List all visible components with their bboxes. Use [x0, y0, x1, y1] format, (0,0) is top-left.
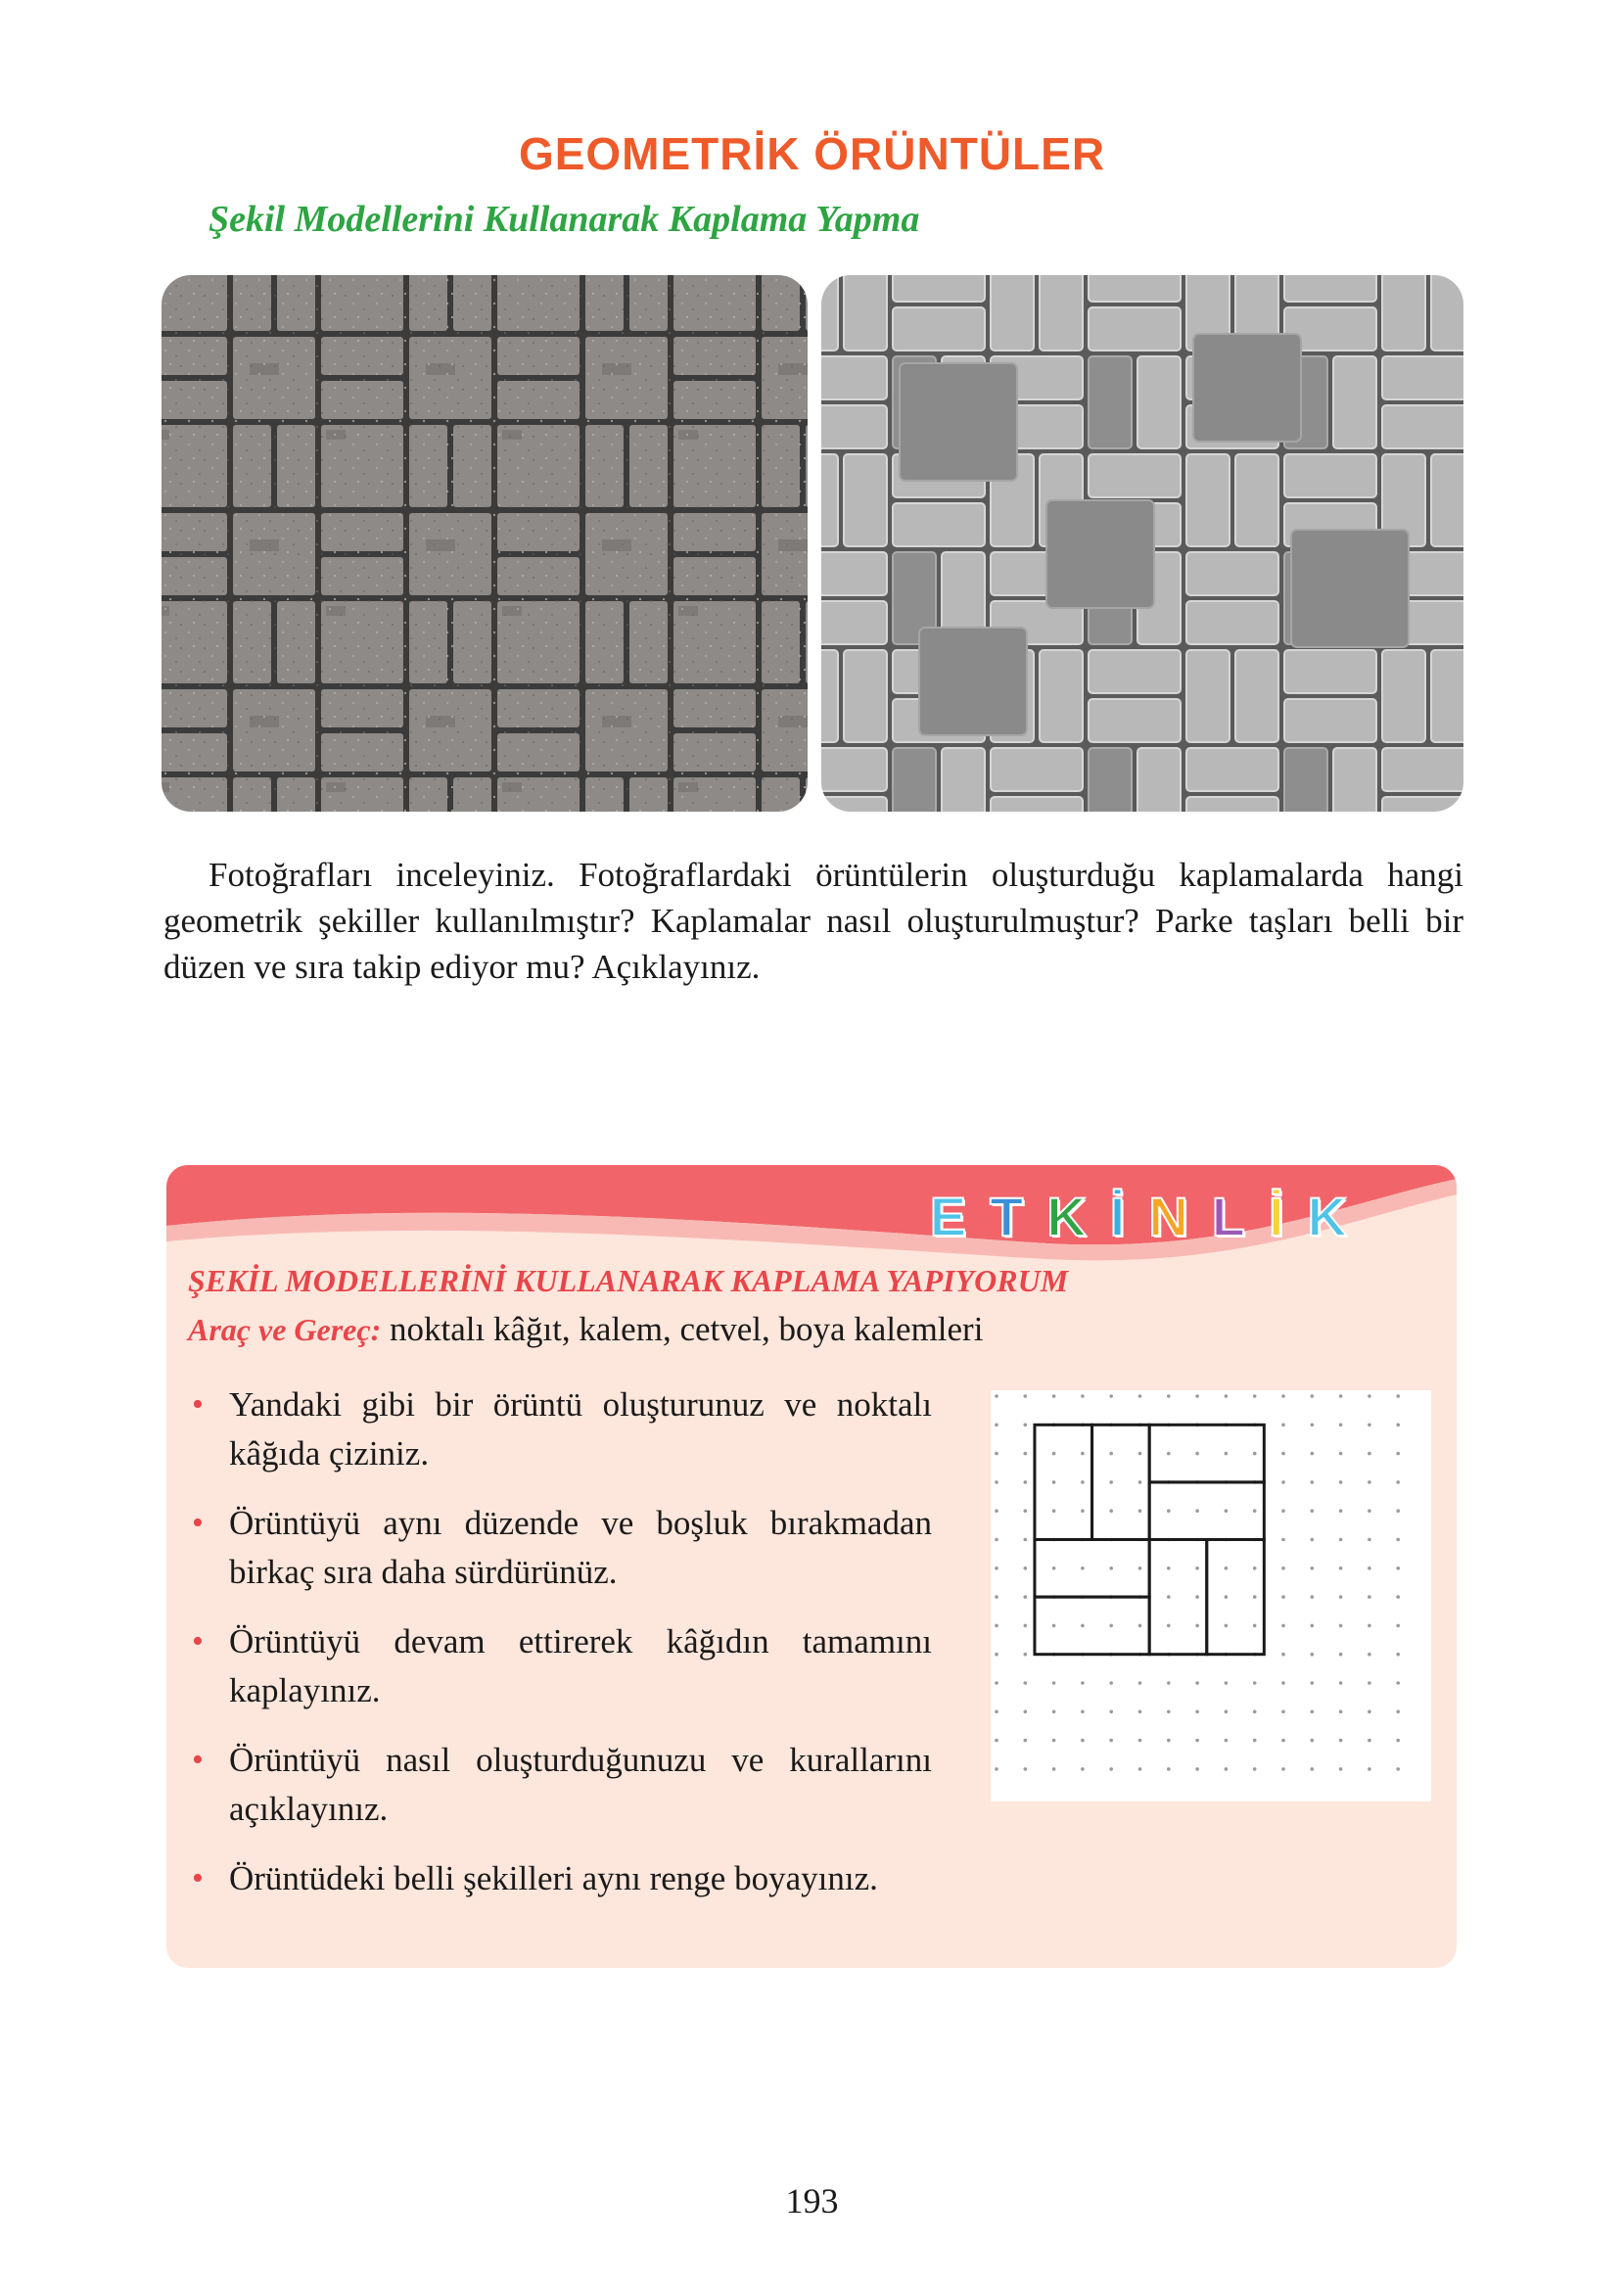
grid-dot — [1253, 1681, 1257, 1685]
grid-dot — [1339, 1653, 1343, 1657]
grid-dot — [1311, 1394, 1315, 1398]
grid-dot — [1109, 1480, 1113, 1484]
grid-dot — [1081, 1739, 1085, 1743]
grid-dot — [1396, 1595, 1400, 1599]
bullet-icon: • — [192, 1623, 204, 1660]
grid-dot — [1109, 1739, 1113, 1743]
dot-paper-figure — [991, 1390, 1431, 1801]
grid-dot — [1339, 1710, 1343, 1714]
grid-dot — [1281, 1480, 1285, 1484]
grid-dot — [1311, 1538, 1315, 1542]
grid-dot — [1339, 1509, 1343, 1513]
etkinlik-badge — [928, 1185, 1359, 1248]
grid-dot — [1081, 1767, 1085, 1771]
grid-dot — [1225, 1767, 1229, 1771]
grid-dot — [1339, 1595, 1343, 1599]
grid-dot — [1339, 1452, 1343, 1456]
intro-paragraph: Fotoğrafları inceleyiniz. Fotoğraflardaki örüntülerin oluşturduğu kaplamalarda hangi geometrik şekiller kullanılmıştır? Kaplamalar nasıl oluşturulmuştur? Parke taşları belli bir düzen ve sıra takip ediyor mu? Açıklayınız. — [163, 856, 1463, 986]
grid-dot — [1195, 1595, 1199, 1599]
grid-dot — [1253, 1394, 1257, 1398]
grid-dot — [995, 1452, 998, 1456]
grid-dot — [1024, 1424, 1028, 1427]
grid-dot — [1109, 1509, 1113, 1513]
grid-dot — [1281, 1595, 1285, 1599]
grid-dot — [1311, 1681, 1315, 1685]
grid-dot — [1396, 1681, 1400, 1685]
grid-dot — [1052, 1739, 1056, 1743]
grid-dot — [1339, 1681, 1343, 1685]
grid-dot — [1281, 1509, 1285, 1513]
grid-dot — [995, 1739, 998, 1743]
grid-dot — [1024, 1739, 1028, 1743]
grid-dot — [1024, 1653, 1028, 1657]
grid-dot — [1195, 1739, 1199, 1743]
badge-letter: L — [1211, 1186, 1255, 1247]
grid-dot — [1052, 1681, 1056, 1685]
page-number: 193 — [785, 2181, 839, 2221]
grid-dot — [1339, 1480, 1343, 1484]
grid-dot — [995, 1767, 998, 1771]
grid-dot — [1253, 1767, 1257, 1771]
grid-dot — [1368, 1394, 1371, 1398]
grid-dot — [1311, 1767, 1315, 1771]
grid-dot — [1281, 1710, 1285, 1714]
grid-dot — [1281, 1739, 1285, 1743]
grid-dot — [1368, 1595, 1371, 1599]
grid-dot — [1368, 1681, 1371, 1685]
grid-dot — [1368, 1767, 1371, 1771]
grid-dot — [1225, 1452, 1229, 1456]
bullet-icon: • — [192, 1860, 204, 1896]
paving-photo-right — [821, 275, 1463, 812]
badge-letter: İ — [1268, 1186, 1294, 1247]
grid-dot — [1339, 1739, 1343, 1743]
grid-dot — [1167, 1710, 1171, 1714]
grid-dot — [1281, 1566, 1285, 1570]
step-item: • Örüntüyü aynı düzende ve boşluk bırakmadan birkaç sıra daha sürdürünüz. — [188, 1499, 932, 1597]
grid-dot — [1396, 1710, 1400, 1714]
grid-dot — [1109, 1710, 1113, 1714]
badge-letter: K — [1307, 1186, 1357, 1247]
grid-dot — [1281, 1394, 1285, 1398]
grid-dot — [1281, 1424, 1285, 1427]
grid-dot — [1253, 1452, 1257, 1456]
grid-dot — [1195, 1681, 1199, 1685]
grid-dot — [1081, 1509, 1085, 1513]
grid-dot — [995, 1538, 998, 1542]
grid-dot — [1024, 1767, 1028, 1771]
grid-dot — [1281, 1681, 1285, 1685]
badge-letter: K — [1046, 1186, 1096, 1247]
badge-letter: İ — [1109, 1186, 1136, 1247]
grid-dot — [1368, 1624, 1371, 1628]
grid-dot — [1339, 1767, 1343, 1771]
grid-dot — [1024, 1681, 1028, 1685]
grid-dot — [1167, 1509, 1171, 1513]
grid-dot — [1225, 1739, 1229, 1743]
grid-dot — [1024, 1566, 1028, 1570]
grid-dot — [1281, 1452, 1285, 1456]
grid-dot — [1396, 1424, 1400, 1427]
grid-dot — [1311, 1452, 1315, 1456]
grid-dot — [1311, 1480, 1315, 1484]
grid-dot — [1052, 1624, 1056, 1628]
activity-box — [166, 1165, 1457, 1968]
grid-dot — [1052, 1452, 1056, 1456]
grid-dot — [1368, 1538, 1371, 1542]
grid-dot — [1052, 1566, 1056, 1570]
grid-dot — [1225, 1394, 1229, 1398]
grid-dot — [1396, 1739, 1400, 1743]
grid-dot — [1052, 1394, 1056, 1398]
grid-dot — [1281, 1624, 1285, 1628]
grid-dot — [1081, 1566, 1085, 1570]
grid-dot — [1281, 1653, 1285, 1657]
grid-dot — [1138, 1624, 1142, 1628]
grid-dot — [1195, 1624, 1199, 1628]
grid-dot — [1225, 1595, 1229, 1599]
activity-steps — [188, 1380, 932, 1924]
grid-dot — [1109, 1767, 1113, 1771]
grid-dot — [1368, 1452, 1371, 1456]
grid-dot — [1195, 1394, 1199, 1398]
bullet-icon: • — [192, 1742, 204, 1778]
grid-dot — [995, 1595, 998, 1599]
grid-dot — [1024, 1595, 1028, 1599]
grid-dot — [1109, 1394, 1113, 1398]
grid-dot — [1052, 1480, 1056, 1484]
grid-dot — [995, 1566, 998, 1570]
grid-dot — [1081, 1480, 1085, 1484]
grid-dot — [1167, 1767, 1171, 1771]
grid-dot — [1396, 1653, 1400, 1657]
grid-dot — [995, 1424, 998, 1427]
grid-dot — [1024, 1509, 1028, 1513]
grid-dot — [1253, 1710, 1257, 1714]
grid-dot — [1311, 1739, 1315, 1743]
grid-dot — [1396, 1452, 1400, 1456]
grid-dot — [1138, 1509, 1142, 1513]
grid-dot — [995, 1509, 998, 1513]
grid-dot — [1167, 1566, 1171, 1570]
grid-dot — [1024, 1710, 1028, 1714]
grid-dot — [1368, 1424, 1371, 1427]
activity-title: ŞEKİL MODELLERİNİ KULLANARAK KAPLAMA YAPIYORUM — [188, 1263, 1069, 1298]
grid-dot — [1081, 1681, 1085, 1685]
grid-dot — [1253, 1595, 1257, 1599]
grid-dot — [1138, 1480, 1142, 1484]
page-subtitle: Şekil Modellerini Kullanarak Kaplama Yapma — [209, 199, 920, 240]
grid-dot — [1081, 1394, 1085, 1398]
grid-dot — [1109, 1624, 1113, 1628]
tile-shape — [1149, 1425, 1264, 1482]
grid-dot — [1167, 1624, 1171, 1628]
grid-dot — [1225, 1624, 1229, 1628]
tile-shape — [1035, 1540, 1149, 1598]
grid-dot — [1311, 1566, 1315, 1570]
grid-dot — [1253, 1509, 1257, 1513]
grid-dot — [1052, 1767, 1056, 1771]
grid-dot — [1396, 1566, 1400, 1570]
grid-dot — [995, 1653, 998, 1657]
grid-dot — [1339, 1624, 1343, 1628]
grid-dot — [1024, 1452, 1028, 1456]
materials-line — [188, 1310, 983, 1349]
grid-dot — [1024, 1394, 1028, 1398]
grid-dot — [1195, 1566, 1199, 1570]
grid-dot — [995, 1681, 998, 1685]
grid-dot — [1253, 1566, 1257, 1570]
grid-dot — [1311, 1653, 1315, 1657]
badge-letter: N — [1148, 1186, 1198, 1247]
grid-dot — [1311, 1424, 1315, 1427]
grid-dot — [1167, 1452, 1171, 1456]
tile-shape — [1149, 1482, 1264, 1540]
grid-dot — [1081, 1452, 1085, 1456]
grid-dot — [1225, 1566, 1229, 1570]
paving-photo-left — [162, 275, 808, 812]
grid-dot — [1052, 1710, 1056, 1714]
grid-dot — [1396, 1394, 1400, 1398]
grid-dot — [1339, 1538, 1343, 1542]
grid-dot — [1138, 1710, 1142, 1714]
grid-dot — [1311, 1595, 1315, 1599]
badge-letter: T — [990, 1186, 1034, 1247]
grid-dot — [1109, 1681, 1113, 1685]
grid-dot — [1024, 1624, 1028, 1628]
grid-dot — [1109, 1452, 1113, 1456]
materials-text: noktalı kâğıt, kalem, cetvel, boya kalemleri — [381, 1310, 984, 1348]
grid-dot — [1138, 1394, 1142, 1398]
grid-dot — [1339, 1394, 1343, 1398]
grid-dot — [1138, 1452, 1142, 1456]
grid-dot — [1195, 1509, 1199, 1513]
grid-dot — [995, 1710, 998, 1714]
grid-dot — [1138, 1566, 1142, 1570]
grid-dot — [1225, 1710, 1229, 1714]
grid-dot — [1368, 1653, 1371, 1657]
grid-dot — [1396, 1480, 1400, 1484]
grid-dot — [1052, 1509, 1056, 1513]
page-title: GEOMETRİK ÖRÜNTÜLER — [518, 128, 1106, 179]
grid-dot — [1081, 1624, 1085, 1628]
step-item: • Örüntüdeki belli şekilleri aynı renge boyayınız. — [188, 1854, 1071, 1903]
grid-dot — [1109, 1566, 1113, 1570]
grid-dot — [1225, 1681, 1229, 1685]
grid-dot — [1138, 1767, 1142, 1771]
grid-dot — [1225, 1509, 1229, 1513]
bullet-icon: • — [192, 1505, 204, 1541]
step-item: • Örüntüyü nasıl oluşturduğunuzu ve kurallarını açıklayınız. — [188, 1736, 932, 1834]
grid-dot — [1167, 1739, 1171, 1743]
grid-dot — [995, 1394, 998, 1398]
grid-dot — [1368, 1566, 1371, 1570]
tile-shape — [1035, 1597, 1149, 1655]
grid-dot — [1195, 1767, 1199, 1771]
grid-dot — [1311, 1624, 1315, 1628]
grid-dot — [1311, 1710, 1315, 1714]
step-item: • Yandaki gibi bir örüntü oluşturunuz ve noktalı kâğıda çiziniz. — [188, 1380, 932, 1478]
grid-dot — [1024, 1480, 1028, 1484]
grid-dot — [1339, 1424, 1343, 1427]
grid-dot — [1081, 1710, 1085, 1714]
grid-dot — [1167, 1394, 1171, 1398]
grid-dot — [1167, 1595, 1171, 1599]
grid-dot — [1281, 1767, 1285, 1771]
step-item: • Örüntüyü devam ettirerek kâğıdın tamamını kaplayınız. — [188, 1617, 932, 1715]
materials-label: Araç ve Gereç: — [188, 1312, 382, 1347]
grid-dot — [1138, 1739, 1142, 1743]
grid-dot — [1138, 1681, 1142, 1685]
grid-dot — [995, 1480, 998, 1484]
bullet-icon: • — [192, 1386, 204, 1423]
grid-dot — [1195, 1452, 1199, 1456]
grid-dot — [1368, 1739, 1371, 1743]
grid-dot — [1195, 1710, 1199, 1714]
grid-dot — [1167, 1681, 1171, 1685]
grid-dot — [1396, 1538, 1400, 1542]
grid-dot — [1311, 1509, 1315, 1513]
grid-dot — [1339, 1566, 1343, 1570]
grid-dot — [1396, 1624, 1400, 1628]
badge-letter: E — [929, 1186, 977, 1247]
grid-dot — [1253, 1739, 1257, 1743]
grid-dot — [1024, 1538, 1028, 1542]
grid-dot — [1253, 1624, 1257, 1628]
grid-dot — [1396, 1767, 1400, 1771]
grid-dot — [1368, 1480, 1371, 1484]
grid-dot — [1368, 1509, 1371, 1513]
grid-dot — [1368, 1710, 1371, 1714]
grid-dot — [995, 1624, 998, 1628]
grid-dot — [1281, 1538, 1285, 1542]
grid-dot — [1396, 1509, 1400, 1513]
